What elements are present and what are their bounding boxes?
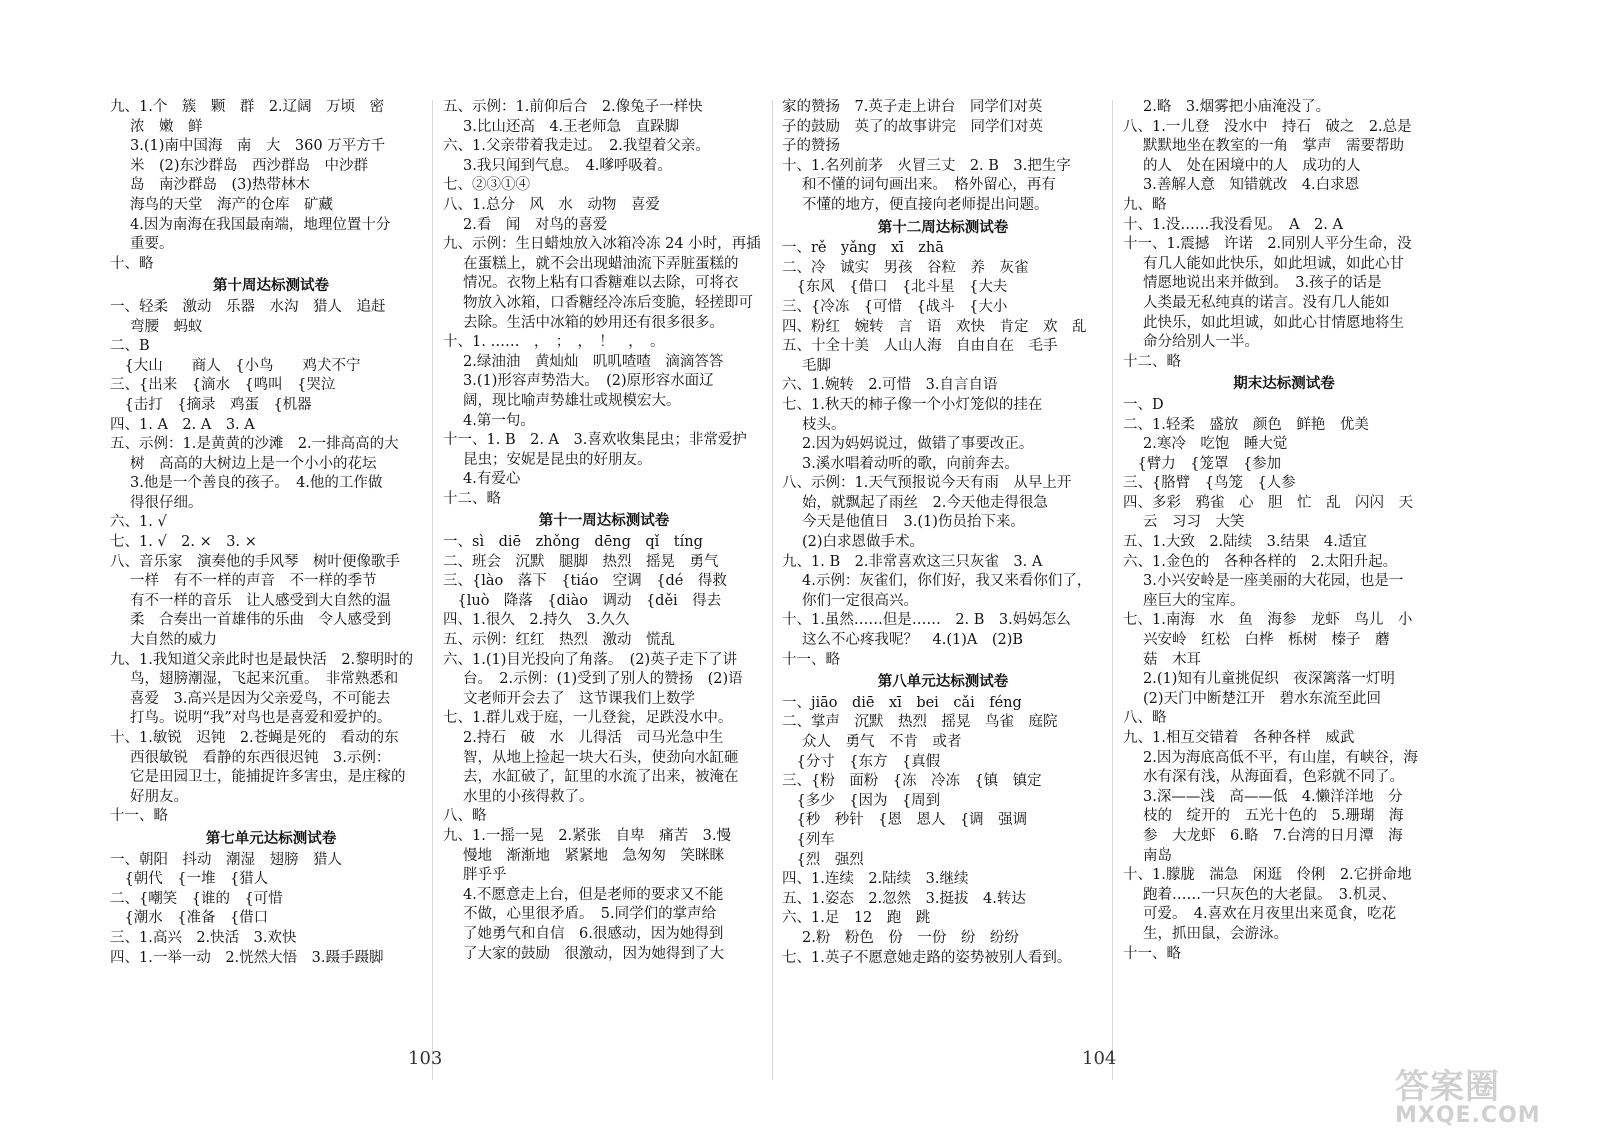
answer-line: 枝的 绽开的 五光十色的 5.珊瑚 海 — [1143, 808, 1404, 825]
answer-line: 2.(1)知有儿童挑促织 夜深篱落一灯明 — [1143, 671, 1395, 688]
answer-line: 四、1.一举一动 2.恍然大悟 3.蹑手蹑脚 — [110, 949, 384, 966]
answer-line: 命分给别人一半。 — [1143, 334, 1259, 351]
answer-line: 十一、略 — [110, 808, 168, 825]
answer-line: 3.溪水唱着动听的歌，向前奔去。 — [802, 455, 1019, 472]
answer-line: 八、1.一儿登 没水中 持石 破之 2.总是 — [1123, 118, 1412, 135]
answer-line: 和不懂的词句画出来。 格外留心，再有 — [802, 177, 1056, 194]
answer-line: 台。 2.示例：(1)受到了别人的赞扬 (2)语 — [463, 671, 743, 688]
answer-line: 4.因为南海在我国最南端，地理位置十分 — [130, 216, 391, 233]
answer-line: 2.寒冷 吃饱 睡大觉 — [1143, 436, 1288, 453]
answer-line: 八、略 — [443, 808, 487, 825]
answer-line: 2.粉 粉色 份 一份 纷 纷纷 — [802, 929, 1019, 946]
answer-line: 九、1.个 簇 颗 群 2.辽阔 万顷 密 — [110, 99, 385, 115]
answer-line: 它是田园卫士，能捕捉许多害虫，是庄稼的 — [130, 769, 406, 786]
answer-line: 3.(1)南中国海 南 大 360 万平方千 — [130, 138, 386, 155]
answer-line: {多少 {因为 {周到 — [782, 792, 941, 809]
answer-line: 不懂的地方，便直接向老师提出问题。 — [802, 196, 1049, 213]
answer-line: 座巨大的宝库。 — [1143, 592, 1245, 609]
answer-line: {潮水 {准备 {借口 — [110, 910, 269, 927]
answer-line: 了大家的鼓励 很激动，因为她得到了大 — [463, 945, 724, 962]
answer-line: 好朋友。 — [130, 788, 188, 805]
answer-line: 4.不愿意走上台，但是老师的要求又不能 — [463, 886, 724, 903]
answer-line: 五、示例：1.是黄黄的沙滩 2.一排高高的大 — [110, 436, 399, 453]
answer-line: 去除。生活中冰箱的妙用还有很多很多。 — [463, 314, 724, 331]
answer-line: 鸟，翅膀潮湿，飞起来沉重。 非常熟悉和 — [130, 671, 399, 688]
answer-line: 九、1.我知道父亲此时也是最快活 2.黎明时的 — [110, 651, 414, 668]
answer-line: 十一、1.震撼 许诺 2.同别人平分生命，没 — [1123, 236, 1412, 253]
answer-line: 五、十全十美 人山人海 自由自在 毛手 — [782, 338, 1058, 355]
answer-line: 家的赞扬 7.英子走上讲台 同学们对英 — [782, 99, 1043, 115]
answer-line: (2)天门中断楚江开 碧水东流至此回 — [1143, 690, 1382, 707]
answer-line: {luò 降落 {diào 调动 {děi 得去 — [443, 592, 722, 609]
answer-line: 七、②③①④ — [443, 177, 530, 194]
answer-line: 六、1.婉转 2.可惜 3.自言自语 — [782, 377, 998, 394]
answer-line: 4.有爱心 — [463, 471, 521, 488]
answer-line: 2.看 闻 对鸟的喜爱 — [463, 216, 608, 233]
answer-line: 六、1.父亲带着我走过。 2.我望着父亲。 — [443, 138, 710, 155]
answer-line: {东风 {借口 {北斗星 {大夫 — [782, 279, 1008, 296]
answer-line: 子的鼓励 英了的故事讲完 同学们对英 — [782, 118, 1043, 135]
answer-line: 海鸟的天堂 海产的仓库 矿藏 — [130, 196, 333, 213]
answer-line: 3.(1)形容声势浩大。 (2)原形容水面辽 — [463, 373, 714, 390]
answer-line: 兴安岭 红松 白桦 栎树 榛子 蘑 — [1143, 632, 1390, 649]
answer-line: 柔 合奏出一首雄伟的乐曲 令人感受到 — [130, 612, 391, 629]
answer-line: 参 大龙虾 6.略 7.台湾的日月潭 海 — [1143, 827, 1403, 844]
answer-line: 2.因为妈妈说过，做错了事要改正。 — [802, 436, 1034, 453]
column-2 — [443, 98, 765, 964]
answer-line: 九、1. B 2.非常喜欢这三只灰雀 3. A — [782, 553, 1043, 570]
answer-line: 十一、略 — [1123, 945, 1181, 962]
answer-line: 3.比山还高 4.王老师急 直跺脚 — [463, 118, 680, 135]
answer-line: 云 习习 大笑 — [1143, 514, 1245, 531]
answer-line: 去，水缸破了，缸里的水流了出来，被淹在 — [463, 769, 739, 786]
answer-line: 众人 勇气 不肯 或者 — [802, 734, 962, 750]
answer-line: 十、1. …… ， ； ， ！ ， 。 — [443, 334, 665, 351]
page-number-right: 104 — [1082, 1048, 1117, 1069]
column-3 — [782, 98, 1104, 968]
answer-line: 文老师开会去了 这节课我们上数学 — [463, 690, 695, 707]
answer-line: 重要。 — [130, 236, 174, 253]
answer-line: 四、粉红 婉转 言 语 欢快 肯定 欢 乱 — [782, 318, 1087, 335]
answer-line: 2.因为海底高低不平，有山崖，有峡谷，海 — [1143, 749, 1418, 766]
answer-line: 得很仔细。 — [130, 494, 203, 511]
answer-line: 七、1.群儿戏于庭，一儿登瓮，足跌没水中。 — [443, 710, 733, 727]
answer-line: 五、示例：1.前仰后合 2.像兔子一样快 — [443, 99, 703, 115]
answer-line: 三、{胳臂 {鸟笼 {人参 — [1123, 475, 1296, 492]
answer-line: 情况。衣物上粘有口香糖难以去除，可将衣 — [463, 275, 739, 292]
answer-line: 一、轻柔 激动 乐器 水沟 猎人 追赶 — [110, 298, 386, 315]
answer-line: 岛 南沙群岛 (3)热带林木 — [130, 177, 311, 194]
answer-line: 南岛 — [1143, 847, 1172, 864]
answer-line: 六、1. √ — [110, 514, 167, 531]
answer-line: 三、{冷冻 {可惜 {战斗 {大小 — [782, 298, 1008, 315]
answer-line: 二、冷 诚实 男孩 谷粒 养 灰雀 — [782, 259, 1029, 276]
answer-line: 十、略 — [110, 255, 154, 272]
answer-line: 八、略 — [1123, 710, 1167, 727]
answer-line: 人类最无私纯真的诺言。没有几人能如 — [1143, 294, 1390, 311]
answer-line: 树 高高的大树边上是一个小小的花坛 — [130, 455, 377, 472]
watermark-sub: MXQE.COM — [1395, 1103, 1541, 1128]
answer-line: 五、示例：红红 热烈 激动 慌乱 — [443, 632, 675, 649]
answer-line: 有不一样的音乐 让人感受到大自然的温 — [130, 592, 391, 609]
answer-line: 慢地 渐渐地 紧紧地 急匆匆 笑眯眯 — [463, 847, 724, 864]
answer-line: 三、{粉 面粉 {冻 冷冻 {镇 镇定 — [782, 773, 1042, 790]
answer-line: 十、1.敏锐 迟钝 2.苍蝇是死的 看动的东 — [110, 730, 399, 746]
answer-line: 你们一定很高兴。 — [802, 592, 918, 609]
answer-line: {朝代 {一堆 {猎人 — [110, 871, 269, 888]
answer-line: 4.第一句。 — [463, 412, 535, 429]
section-title: 第十一周达标测试卷 — [538, 512, 670, 530]
answer-line: 4.示例：灰雀们，你们好，我又来看你们了， — [802, 573, 1092, 590]
answer-line: 八、示例：1.天气预报说今天有雨 从早上开 — [782, 475, 1072, 492]
answer-line: 智，从地上捡起一块大石头，使劲向水缸砸 — [463, 749, 739, 766]
answer-line: 3.深——浅 高——低 4.懒洋洋地 分 — [1143, 788, 1403, 805]
answer-line: 大自然的威力 — [130, 632, 217, 649]
answer-line: {列车 — [782, 831, 835, 848]
answer-line: 八、音乐家 演奏他的手风琴 树叶便像歌手 — [110, 553, 400, 570]
answer-line: 二、班会 沉默 腿脚 热烈 摇晃 勇气 — [443, 553, 719, 570]
answer-line: {秒 秒针 {恩 恩人 {调 强调 — [782, 812, 1028, 829]
answer-line: {分寸 {东方 {真假 — [782, 753, 941, 770]
column-divider — [772, 100, 773, 1080]
answer-line: 七、1.秋天的柿子像一个小灯笼似的挂在 — [782, 396, 1043, 413]
answer-line: 十、1.名列前茅 火冒三丈 2. B 3.把生字 — [782, 157, 1071, 174]
answer-line: 二、1.轻柔 盛放 颜色 鲜艳 优美 — [1123, 416, 1369, 433]
answer-line: 七、1.南海 水 鱼 海参 龙虾 鸟儿 小 — [1123, 612, 1413, 629]
answer-line: 五、1.大致 2.陆续 3.结果 4.适宜 — [1123, 534, 1367, 551]
answer-line: 情愿地说出来并做到。 3.孩子的话是 — [1143, 275, 1382, 292]
answer-line: 始，就飘起了雨丝 2.今天他走得很急 — [802, 494, 1048, 511]
answer-line: 十二、略 — [443, 490, 501, 507]
column-1 — [110, 98, 432, 968]
answer-line: 的人 处在困境中的人 成功的人 — [1143, 157, 1361, 174]
answer-line: 毛脚 — [802, 357, 831, 374]
section-title: 第十周达标测试卷 — [213, 277, 329, 295]
answer-line: 二、掌声 沉默 热烈 摇晃 鸟雀 庭院 — [782, 714, 1058, 731]
answer-line: 米 (2)东沙群岛 西沙群岛 中沙群 — [130, 157, 369, 174]
answer-line: 胖乎乎 — [463, 867, 507, 884]
answer-line: 水有深有浅，从海面看，色彩就不同了。 — [1143, 769, 1404, 786]
answer-line: 可爱。 4.喜欢在月夜里出来觅食，吃花 — [1143, 906, 1397, 923]
answer-line: 二、{嘲笑 {谁的 {可惜 — [110, 890, 283, 907]
answer-line: {击打 {摘录 鸡蛋 {机器 — [110, 396, 312, 413]
answer-line: 三、1.高兴 2.快活 3.欢快 — [110, 929, 297, 946]
answer-line: 打鸟。说明“我”对鸟也是喜爱和爱护的。 — [130, 710, 392, 727]
answer-line: 3.我只闻到气息。 4.嗲呼吸着。 — [463, 157, 672, 174]
answer-line: 一、jiāo diē xī bei cǎi féng — [782, 694, 1022, 711]
answer-line: 一、rě yǎng xī zhā — [782, 240, 944, 257]
answer-line: 不做，心里很矛盾。 5.同学们的掌声给 — [463, 906, 717, 923]
answer-line: {烈 强烈 — [782, 851, 864, 868]
answer-line: 二、B — [110, 338, 150, 355]
answer-line: 有几人能如此快乐，如此坦诚，如此心甘 — [1143, 255, 1404, 272]
answer-line: 这么不心疼我呢？ 4.(1)A (2)B — [802, 632, 1024, 649]
answer-line: 四、1.连续 2.陆续 3.继续 — [782, 871, 969, 888]
answer-line: {臂力 {笼罩 {参加 — [1123, 455, 1282, 472]
answer-line: 子的赞扬 — [782, 138, 840, 155]
answer-line: 九、示例：生日蜡烛放入冰箱冷冻 24 小时，再插 — [443, 236, 761, 253]
answer-line: 跑着……一只灰色的大老鼠。 3.机灵、 — [1143, 886, 1397, 903]
section-title: 第八单元达标测试卷 — [877, 673, 1009, 691]
answer-line: 十一、1. B 2. A 3.喜欢收集昆虫；非常爱护 — [443, 432, 747, 449]
answer-line: 九、1.相互交错着 各种各样 威武 — [1123, 730, 1355, 746]
answer-line: 九、1.一摇一晃 2.紧张 自卑 痛苦 3.慢 — [443, 827, 732, 844]
answer-line: 三、{出来 {滴水 {鸣叫 {哭泣 — [110, 377, 336, 394]
answer-line: 枝头。 — [802, 416, 846, 433]
answer-line: 此快乐，如此坦诚，如此心甘情愿地将生 — [1143, 314, 1404, 331]
answer-line: 今天是他值日 3.(1)伤员抬下来。 — [802, 514, 1025, 531]
answer-line: 2.持石 破 水 儿得活 司马光急中生 — [463, 730, 724, 746]
answer-line: 九、略 — [1123, 196, 1167, 213]
answer-line: 水里的小孩得救了。 — [463, 788, 594, 805]
answer-line: 3.小兴安岭是一座美丽的大花园，也是一 — [1143, 573, 1404, 590]
answer-line: 四、1.很久 2.持久 3.久久 — [443, 612, 630, 629]
answer-line: 七、1. √ 2. × 3. × — [110, 534, 257, 551]
answer-line: 昆虫；安妮是昆虫的好朋友。 — [463, 451, 652, 468]
answer-line: 菇 木耳 — [1143, 651, 1201, 668]
answer-line: (2)白求恩做手术。 — [802, 534, 925, 551]
answer-line: 弯腰 蚂蚁 — [130, 318, 203, 335]
answer-line: 3.善解人意 知错就改 4.白求恩 — [1143, 177, 1360, 194]
watermark-logo — [1395, 1067, 1541, 1128]
section-title: 第十二周达标测试卷 — [877, 218, 1009, 236]
answer-line: 一、D — [1123, 396, 1164, 413]
column-divider — [432, 100, 433, 1080]
answer-line: 浓 嫩 鲜 — [130, 118, 203, 135]
answer-line: 2.略 3.烟雾把小庙淹没了。 — [1143, 99, 1331, 115]
answer-line: 喜爱 3.高兴是因为父亲爱鸟，不可能去 — [130, 690, 391, 707]
answer-line: 十、1.没……我没看见。 A 2. A — [1123, 216, 1343, 233]
answer-line: 六、1.足 12 跑 跳 — [782, 910, 931, 927]
answer-line: 五、1.姿态 2.忽然 3.挺拔 4.转达 — [782, 890, 1026, 907]
answer-line: 生，抓田鼠，会游泳。 — [1143, 925, 1288, 942]
answer-line: 三、{lào 落下 {tiáo 空调 {dé 得救 — [443, 573, 727, 590]
answer-line: 六、1.(1)目光投向了角落。 (2)英子走下了讲 — [443, 651, 738, 668]
answer-line: 六、1.金色的 各种各样的 2.太阳升起。 — [1123, 553, 1398, 570]
answer-line: 四、1. A 2. A 3. A — [110, 416, 255, 433]
answer-line: 在蛋糕上，就不会出现蜡油流下弄脏蛋糕的 — [463, 255, 739, 272]
answer-line: 四、多彩 鸦雀 心 胆 忙 乱 闪闪 天 — [1123, 494, 1413, 511]
answer-line: 一、朝阳 抖动 潮湿 翅膀 猎人 — [110, 851, 342, 868]
answer-line: 物放入冰箱，口香糖经冷冻后变脆，轻搓即可 — [463, 294, 753, 311]
section-title: 第七单元达标测试卷 — [205, 829, 337, 847]
answer-line: 十、1.朦胧 湍急 闲逛 伶俐 2.它拼命地 — [1123, 867, 1412, 884]
answer-line: {大山 商人 {小鸟 鸡犬不宁 — [110, 357, 361, 374]
answer-line: 一、sì diē zhǒng dēng qǐ tíng — [443, 534, 703, 551]
answer-line: 默默地坐在教室的一角 掌声 需要帮助 — [1143, 138, 1404, 155]
watermark-main: 答案圈 — [1395, 1067, 1500, 1107]
section-title: 期末达标测试卷 — [1233, 375, 1335, 393]
answer-line: 了她勇气和自信 6.很感动，因为她得到 — [463, 925, 724, 942]
column-4 — [1123, 98, 1445, 964]
answer-line: 十二、略 — [1123, 353, 1181, 370]
page-number-left: 103 — [408, 1048, 443, 1069]
answer-line: 十、1.虽然……但是…… 2. B 3.妈妈怎么 — [782, 612, 1071, 629]
answer-line: 一样 有不一样的声音 不一样的季节 — [130, 573, 377, 590]
answer-line: 2.绿油油 黄灿灿 叽叽喳喳 滴滴答答 — [463, 353, 724, 370]
answer-line: 七、1.英子不愿意她走路的姿势被别人看到。 — [782, 949, 1072, 966]
answer-line: 阔，现比喻声势雄壮或规模宏大。 — [463, 392, 681, 409]
answer-line: 3.他是一个善良的孩子。 4.他的工作做 — [130, 475, 383, 492]
answer-line: 西很敏锐 看静的东西很迟钝 3.示例： — [130, 749, 391, 766]
answer-line: 十一、略 — [782, 651, 840, 668]
answer-line: 八、1.总分 风 水 动物 喜爱 — [443, 196, 660, 213]
column-divider — [1112, 100, 1113, 1080]
